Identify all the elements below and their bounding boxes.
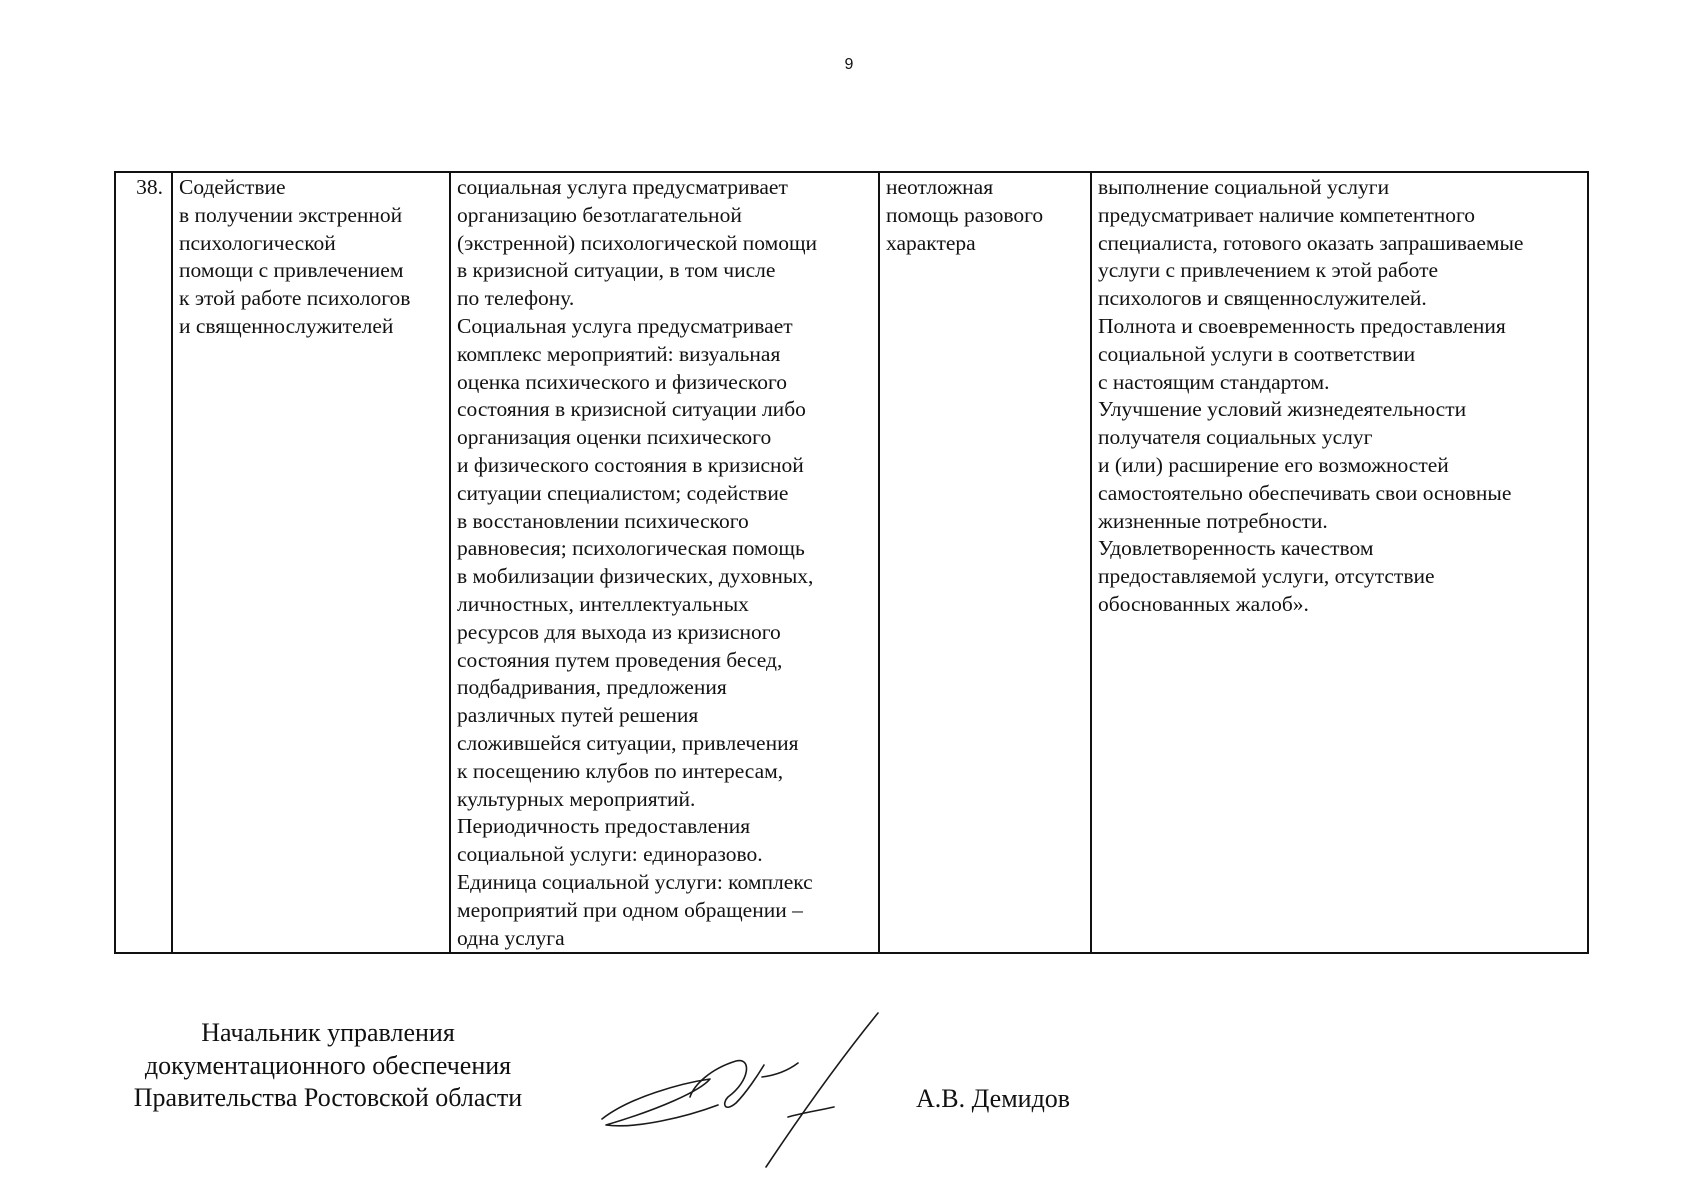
service-name-cell: Содействие в получении экстренной психологической помощи с привлечением к этой работе психологов и священнослужителей	[172, 172, 450, 953]
table-row	[115, 172, 1588, 953]
signatory-name: А.В. Демидов	[916, 1084, 1071, 1113]
service-conditions-cell: выполнение социальной услуги предусматривает наличие компетентного специалиста, готового оказать запрашиваемые услуги с привлечением к этой работе психологов и священнослужителей. Полнота и своевременность предоставления социальной услуги в соответствии с настоящим стандартом. Улучшение условий жизнедеятельности получателя социальных услуг и (или) расширение его возможностей самостоятельно обеспечивать свои основные жизненные потребности. Удовлетворенность качеством предоставляемой услуги, отсутствие обоснованных жалоб».	[1091, 172, 1588, 953]
row-number-cell: 38.	[115, 172, 172, 953]
page-number: 9	[844, 56, 854, 73]
service-description-cell: социальная услуга предусматривает организацию безотлагательной (экстренной) психологической помощи в кризисной ситуации, в том числе по телефону. Социальная услуга предусматривает комплекс мероприятий: визуальная оценка психического и физического состояния в кризисной ситуации либо организация оценки психического и физического состояния в кризисной ситуации специалистом; содействие в восстановлении психического равновесия; психологическая помощь в мобилизации физических, духовных, личностных, интеллектуальных ресурсов для выхода из кризисного состояния путем проведения бесед, подбадривания, предложения различных путей решения сложившейся ситуации, привлечения к посещению клубов по интересам, культурных мероприятий. Периодичность предоставления социальной услуги: единоразово. Единица социальной услуги: комплекс мероприятий при одном обращении – одна услуга	[450, 172, 879, 953]
handwritten-signature	[590, 1005, 890, 1170]
service-form-cell: неотложная помощь разового характера	[879, 172, 1091, 953]
signatory-title: Начальник управления документационного обеспечения Правительства Ростовской области	[133, 1018, 523, 1112]
services-table	[114, 171, 1589, 954]
